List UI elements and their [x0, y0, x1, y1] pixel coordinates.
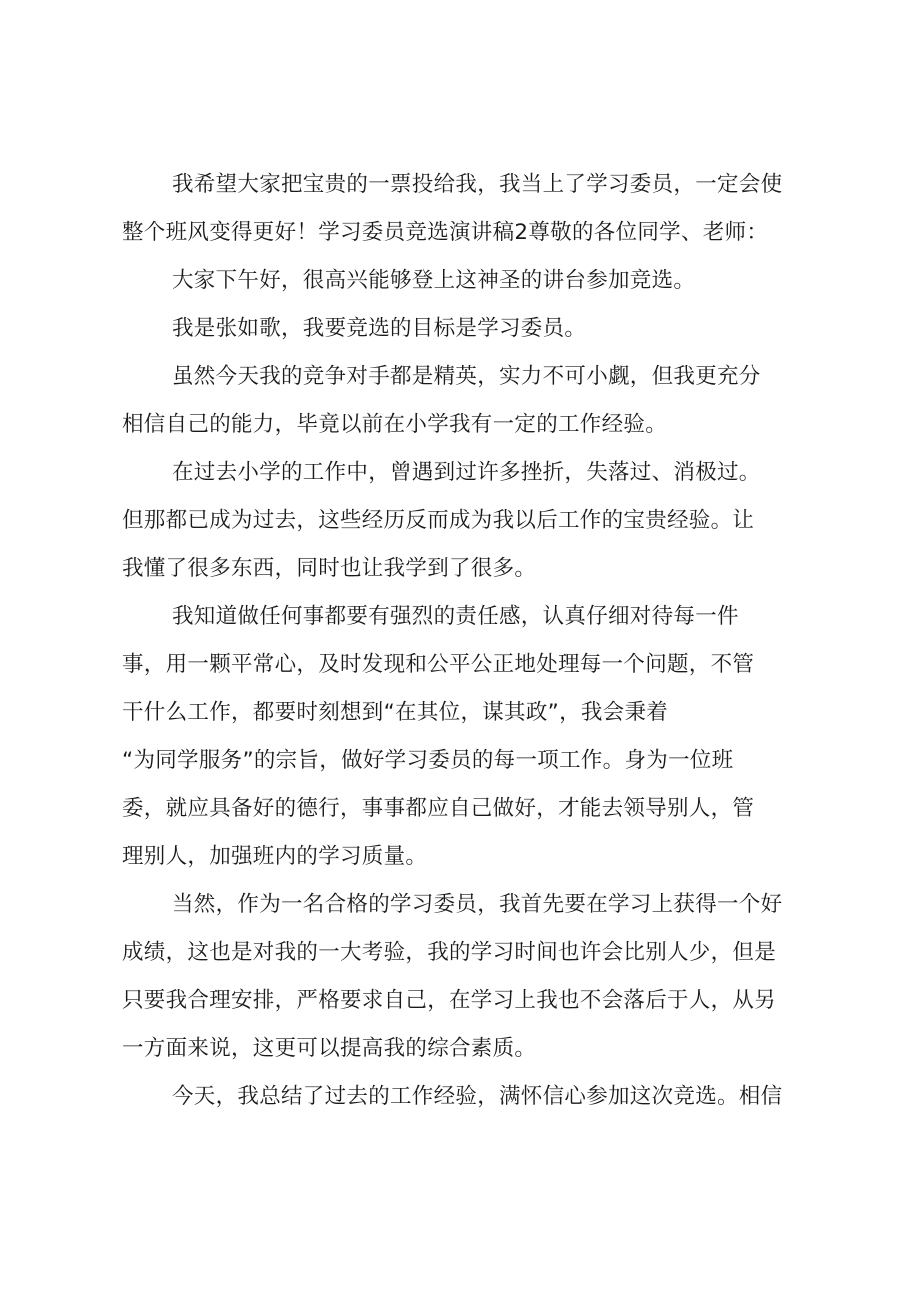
text-line: 在过去小学的工作中，曾遇到过许多挫折，失落过、消极过。	[172, 460, 761, 485]
text-line: 事，用一颗平常心，及时发现和公平公正地处理每一个问题，不管	[122, 652, 755, 677]
text-line: 只要我合理安排，严格要求自己，在学习上我也不会落后于人，从另	[122, 988, 777, 1013]
text-line: 虽然今天我的竞争对手都是精英，实力不可小觑，但我更充分	[172, 364, 761, 389]
text-line: 但那都已成为过去，这些经历反而成为我以后工作的宝贵经验。让	[122, 508, 755, 533]
text-line: 当然，作为一名合格的学习委员，我首先要在学习上获得一个好	[172, 892, 783, 917]
text-line: 我是张如歌，我要竞选的目标是学习委员。	[172, 316, 587, 341]
text-line: 我希望大家把宝贵的一票投给我，我当上了学习委员，一定会使	[172, 172, 783, 197]
text-line: 一方面来说，这更可以提高我的综合素质。	[122, 1036, 537, 1061]
text-line: 理别人，加强班内的学习质量。	[122, 844, 428, 869]
text-line: 成绩，这也是对我的一大考验，我的学习时间也许会比别人少，但是	[122, 940, 777, 965]
text-line: 我懂了很多东西，同时也让我学到了很多。	[122, 556, 537, 581]
text-line: 今天，我总结了过去的工作经验，满怀信心参加这次竞选。相信	[172, 1084, 783, 1109]
text-line: 整个班风变得更好！学习委员竞选演讲稿2尊敬的各位同学、老师：	[122, 220, 769, 245]
text-line: 委，就应具备好的德行，事事都应自己做好，才能去领导别人，管	[122, 796, 755, 821]
text-line: 干什么工作，都要时刻想到“在其位，谋其政”，我会秉着	[122, 700, 669, 725]
text-line: 大家下午好，很高兴能够登上这神圣的讲台参加竞选。	[172, 268, 696, 293]
text-line: 我知道做任何事都要有强烈的责任感，认真仔细对待每一件	[172, 604, 739, 629]
text-line: 相信自己的能力，毕竟以前在小学我有一定的工作经验。	[122, 412, 668, 437]
text-line: “为同学服务”的宗旨，做好学习委员的每一项工作。身为一位班	[122, 748, 734, 773]
